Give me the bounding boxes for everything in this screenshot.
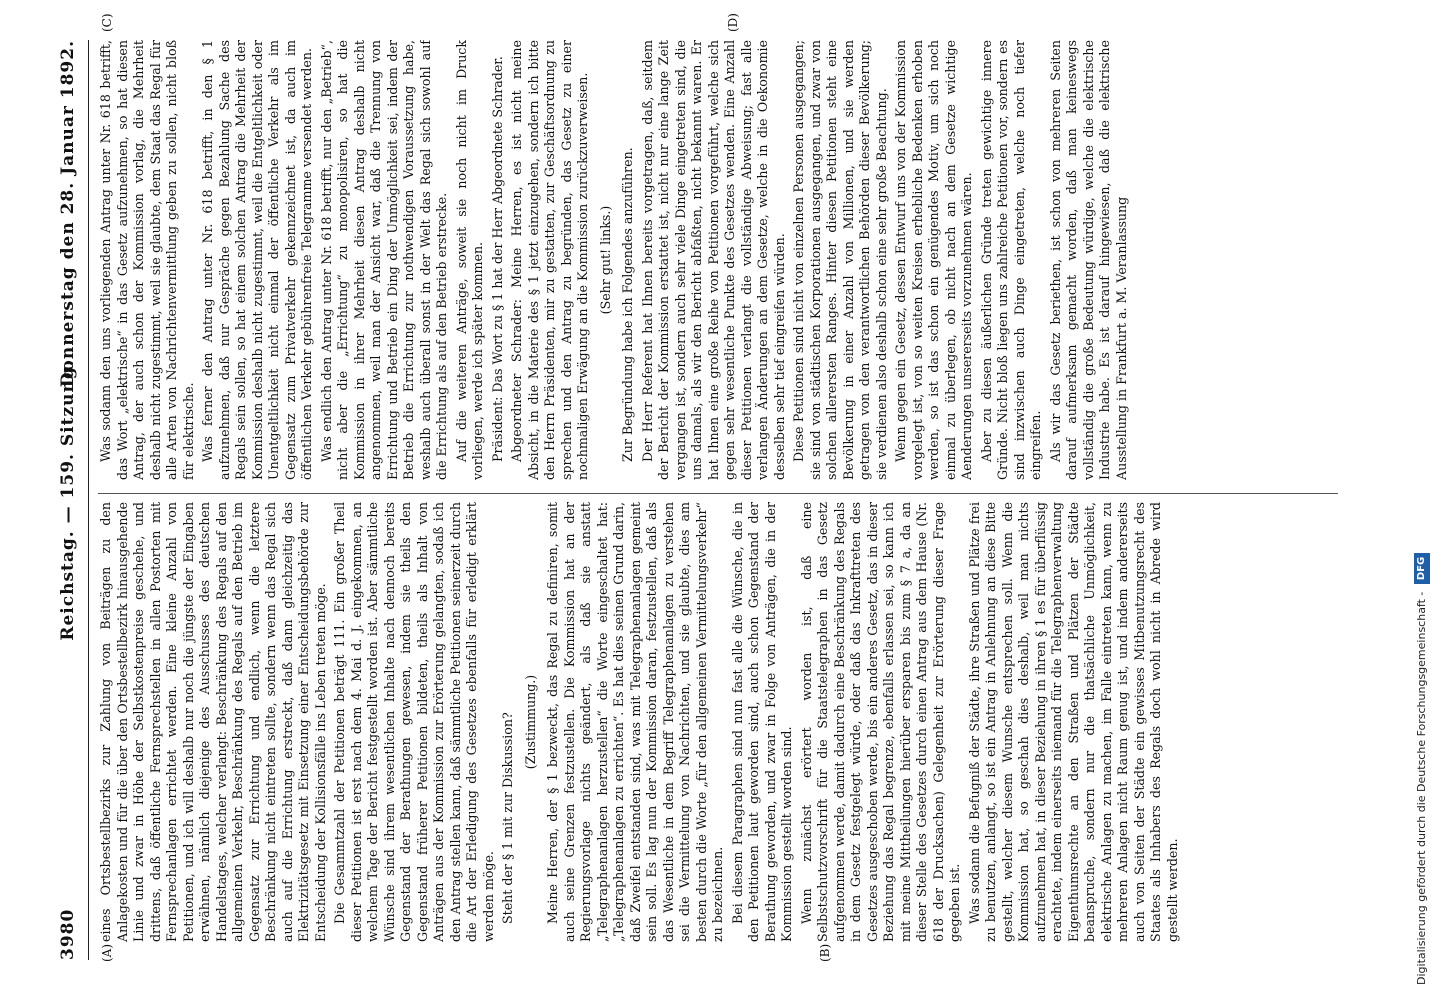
speaker-paragraph: Präsident: Das Wort zu § 1 hat der Herr Abgeordnete Schrader.	[489, 56, 505, 462]
paragraph: Steht der § 1 mit zur Diskussion?	[500, 712, 515, 924]
paragraph: Was ferner den Antrag unter Nr. 618 betrifft, in den § 1 aufzunehmen, daß nur Gespräche gegen Bezahlung Sache des Regals sein sollen, so hat einem solchen Antrag die Mehrheit der Kommission deshalb nicht zugestimmt, weil die Entgeltlichkeit oder Unentgeltlichkeit nicht einmal der öffentliche Verkehr als im Gegensatz zum Privatverkehr gekennzeichnet ist, da auch im öffentlichen Verkehr gebührenfreie Telegramme versendet werden.	[200, 40, 314, 480]
dfg-credit-text: Digitalisierung gefördert durch die Deutsche Forschungsgemeinschaft -	[1415, 591, 1428, 985]
margin-marker-a: (A)	[100, 943, 114, 962]
paragraph: Der Herr Referent hat Ihnen bereits vorgetragen, daß, seitdem der Bericht der Kommission erstattet ist, nicht nur eine lange Zeit vergangen ist, sondern auch sehr viele Dinge eingetreten sind, die uns damals, als wir den Bericht abfaßten, nicht bekannt waren. Er hat Ihnen eine große Reihe von Petitionen vorgeführt, welche sich gegen sehr wesentliche Punkte des Gesetzes wenden. Eine Anzahl dieser Petitionen verlangt die vollständige Abweisung; fast alle verlangen Änderungen an dem Gesetze, welche in die Oekonomie desselben sehr tief eingreifen würden.	[639, 40, 787, 480]
margin-marker-b: (B)	[818, 943, 832, 962]
paragraph: Diese Petitionen sind nicht von einzelnen Personen ausgegangen; sie sind von städtischen Korporationen ausgegangen, und zwar von solchen allerersten Ranges. Hinter diesen Petitionen steht eine Bevölkerung in einer Anzahl von Millionen, und sie werden getragen von den verantwortlichen Behörden dieser Bevölkerung; sie verdienen also deshalb schon eine sehr große Beachtung.	[791, 40, 889, 480]
page-number: 3980	[58, 908, 78, 960]
right-text-column	[98, 40, 1338, 480]
paragraph: eines Ortsbestellbezirks zur Zahlung von Beiträgen zu den Anlagekosten und für die über den Ortsbestellbezirk hinausgehende Linie und zwar in Höhe der Selbstkostenpreise geschehe, und drittens, daß öffentliche Fernsprechstellen in allen Postorten mit Fernsprechanlagen errichtet werden. Eine kleine Anzahl von Petitionen, und ich will deshalb nur noch die jüngste der Eingaben erwähnen, nämlich diejenige des Ausschusses des deutschen Handelstages, welcher verlangt: Beschränkung des Regals auf den allgemeinen Verkehr, Beschränkung des Regals auf den Betrieb im Gegensatz zur Errichtung und endlich, wenn die letztere Beschränkung nicht eintreten sollte, sondern wenn das Regal sich auch auf die Errichtung erstreckt, daß dann gleichzeitig das Elektrizitätsgesetz mit Einsetzung einer Entscheidungsbehörde zur Entscheidung der Kollisionsfälle ins Leben treten möge.	[98, 502, 328, 942]
interjection: (Zustimmung.)	[522, 674, 538, 770]
session-title: Reichstag. — 159. Sitzung.	[58, 359, 78, 641]
speaker-paragraph: Abgeordneter Schrader: Meine Herren, es ist nicht meine Absicht, in die Materie des § 1 jetzt einzugehen, sondern ich bitte den Herrn Präsidenten, mir zu gestatten, zur Geschäftsordnung zu sprechen und den Antrag zu begründen, das Gesetz zu einer nochmaligen Erwägung an die Kommission zurückzuverweisen.	[509, 40, 590, 480]
session-date: Donnerstag den 28. Januar 1892.	[58, 40, 78, 388]
dfg-credit	[1412, 5, 1432, 985]
paragraph: Die Gesammtzahl der Petitionen beträgt 111. Ein großer Theil dieser Petitionen ist erst nach dem 4. Mai d. J. eingekommen, an welchem Tage der Bericht festgestellt worden ist. Aber sämmtliche Wünsche sind ihrem wesentlichen Inhalte nach dennoch bereits Gegenstand der Berathungen gewesen, indem sie theils den Gegenstand früherer Petitionen bildeten, theils als Inhalt von Anträgen aus der Kommission zur Erörterung gelangten, sodaß ich den Antrag stellen kann, daß sämmtliche Petitionen seinerzeit durch die Art der Erledigung des Gesetzes ebenfalls für erledigt erklärt werden möge.	[332, 502, 496, 942]
paragraph: Aber zu diesen äußerlichen Gründe treten gewichtige innere Gründe. Nicht bloß liegen uns zahlreiche Petitionen vor, sondern es sind inzwischen auch Dinge eingetreten, welche noch tiefer eingreifen.	[978, 40, 1043, 480]
paragraph: Was endlich den Antrag unter Nr. 618 betrifft, nur den „Betrieb“, nicht aber die „Errichtung“ zu monopolisiren, so hat die Kommission in ihrer Mehrheit diesen Antrag deshalb nicht angenommen, weil man der Ansicht war, daß die Trennung von Errichtung und Betrieb ein Ding der Unmöglichkeit sei, indem der Betrieb die Errichtung zur nothwendigen Voraussetzung habe, weshalb auch überall sonst in der Welt das Regal sich sowohl auf die Errichtung als auf den Betrieb erstrecke.	[318, 40, 449, 480]
paragraph: Wenn gegen ein Gesetz, dessen Entwurf uns von der Kommission vorgelegt ist, von so weiten Kreisen erhebliche Bedenken erhoben werden, so ist das schon ein genügendes Motiv, um sich noch einmal zu überlegen, ob nicht nach an dem Gesetze wichtige Aenderungen unsererseits vorzunehmen wären.	[893, 40, 974, 480]
column-divider	[98, 493, 1338, 494]
paragraph: Was sodann die Befugniß der Städte, ihre Straßen und Plätze frei zu benutzen, anlangt, so ist ein Antrag in Anlehnung an diese Bitte gestellt, welcher diesem Wunsche entsprechen soll. Wenn die Kommission hat, so geschah dies deshalb, weil man nichts aufzunehmen hat, in dieser Beziehung in ihren § 1 es für überflüssig erachtete, indem einerseits niemand für die Telegraphenverwaltung Eigenthumsrechte an den Straßen und Plätzen der Städte beanspruche, sondern nur die thatsächliche Unmöglichkeit, elektrische Anlagen zu machen, im Falle eintreten kann, wenn zu mehreren Anlagen nicht Raum genug ist, und indem andererseits auch von Seiten der Städte ein gewisses Mitbenutzungsrecht des Staates als Inhabers des Regals doch wohl nicht in Abrede wird gestellt werden.	[966, 502, 1180, 942]
paragraph: Was sodann den uns vorliegenden Antrag unter Nr. 618 betrifft, das Wort „elektrische“ in das Gesetz aufzunehmen, so hat diesen Antrag, der auch schon der Kommission vorlag, die Mehrheit deshalb nicht zugestimmt, weil sie glaubte, dem Staat das Regal für alle Arten von Nachrichtenvermittlung geben zu sollen, nicht bloß für elektrische.	[98, 40, 196, 480]
header-rule	[88, 40, 89, 960]
page-header	[58, 40, 84, 960]
paragraph: Auf die weiteren Anträge, soweit sie noch nicht im Druck vorliegen, werde ich später kommen.	[453, 40, 485, 480]
margin-marker-c: (C)	[100, 13, 114, 32]
left-text-column	[98, 502, 1338, 942]
paragraph: Als wir das Gesetz beriethen, ist schon von mehreren Seiten darauf aufmerksam gemacht worden, daß man keineswegs vollständig die große Bedeutung würdige, welche die elektrische Industrie habe. Es ist darauf hingewiesen, daß die elektrische Ausstellung in Frankfurt a. M. Veranlassung	[1047, 40, 1129, 480]
margin-marker-d: (D)	[726, 13, 740, 32]
paragraph: Meine Herren, der § 1 bezweckt, das Regal zu definiren, somit auch seine Grenzen festzustellen. Die Kommission hat an der Regierungsvorlage nichts geändert, als daß sie anstatt „Telegraphenanlagen herzustellen“ die Worte eingeschaltet hat: „Telegraphenanlagen zu errichten“. Es hat dies seinen Grund darin, daß Zweifel entstanden sind, was mit Telegraphenanlagen gemeint sein soll. Es lag nun der Kommission daran, festzustellen, daß als das Wesentliche in dem Begriff Telegraphenanlagen zu verstehen sei die Vermittelung von Nachrichten, und sie glaubte, dies am besten durch die Worte „für den allgemeinen Vermittelungsverkehr“ zu bezeichnen.	[545, 502, 725, 942]
paragraph: Wenn zunächst erörtert worden ist, daß eine Selbstschutzvorschrift für die Staatstelegraphen in das Gesetz aufgenommen werde, damit dadurch eine Beschränkung des Regals in dem Gesetz festgelegt würde, oder daß das Inkrafttreten des Gesetzes ausgeschoben werde, bis ein anderes Gesetz, das in dieser Beziehung das Regal begrenze, ebenfalls erlassen sei, so kann ich mit meine Mittheilungen hierüber ersparen bis zum § 7 a, da an dieser Stelle des Gesetzes durch einen Antrag aus dem Hause (Nr. 618 der Drucksachen) Gelegenheit zur Erörterung dieser Frage gegeben ist.	[798, 502, 962, 942]
interjection: (Sehr gut! links.)	[597, 205, 613, 315]
paragraph: Bei diesem Paragraphen sind nun fast alle die Wünsche, die in den Petitionen laut geworden sind, auch schon Gegenstand der Berathung geworden, und zwar in Folge von Anträgen, die in der Kommission gestellt worden sind.	[729, 502, 794, 942]
dfg-logo: DFG	[1414, 553, 1430, 584]
dfg-sidebar	[1410, 0, 1432, 1000]
paragraph: Zur Begründung habe ich Folgendes anzuführen.	[620, 147, 635, 462]
